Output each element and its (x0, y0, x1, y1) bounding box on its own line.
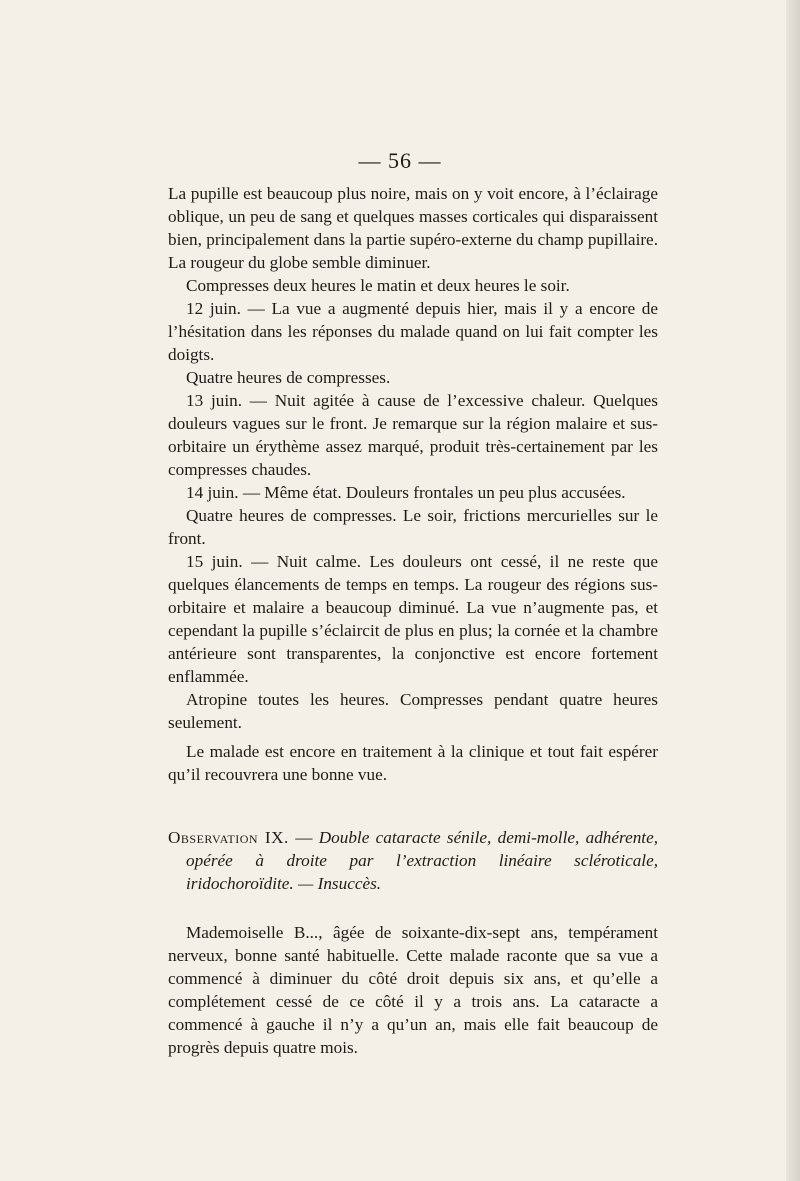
paragraph: Compresses deux heures le matin et deux heures le soir. (186, 276, 570, 295)
body-text (168, 182, 658, 1059)
paragraph: Quatre heures de compresses. (186, 368, 391, 387)
paragraph: 12 juin. — La vue a augmenté depuis hier, mais il y a encore de l’hésitation dans les réponses du malade quand on lui fait compter les doigts. (168, 299, 658, 364)
case-description: Mademoiselle B..., âgée de soixante-dix-sept ans, tempérament nerveux, bonne santé habituelle. Cette malade raconte que sa vue a commencé à diminuer du côté droit depuis six ans, et qu’elle a complétement cessé de ce côté il y a trois ans. La cataracte a commencé à gauche il n’y a qu’un an, mais elle fait beaucoup de progrès depuis quatre mois. (168, 923, 658, 1057)
observation-title: Double cataracte sénile, demi-molle, adhérente, opérée à droite par l’extraction linéaire scléroticale, iridochoroïdite. — Insuccès. (186, 828, 658, 893)
page-edge (786, 0, 800, 1181)
paragraph: La pupille est beaucoup plus noire, mais on y voit encore, à l’éclairage oblique, un peu de sang et quelques masses corticales qui disparaissent bien, principalement dans la partie supéro-externe du champ pupillaire. La rougeur du globe semble diminuer. (168, 184, 658, 272)
page-number: — 56 — (358, 148, 442, 173)
observation-number: Observation IX. (168, 828, 289, 847)
paragraph: Quatre heures de compresses. Le soir, frictions mercurielles sur le front. (168, 506, 658, 548)
paragraph: 15 juin. — Nuit calme. Les douleurs ont cessé, il ne reste que quelques élancements de temps en temps. La rougeur des régions sus-orbitaire et malaire a beaucoup diminué. La vue n’augmente pas, et cependant la pupille s’éclaircit de plus en plus; la cornée et la chambre antérieure sont transparentes, la conjonctive est encore fortement enflammée. (168, 552, 658, 686)
paragraph: Le malade est encore en traitement à la clinique et tout fait espérer qu’il recouvrera une bonne vue. (168, 742, 658, 784)
paragraph: Atropine toutes les heures. Compresses pendant quatre heures seulement. (168, 690, 658, 732)
paragraph: 13 juin. — Nuit agitée à cause de l’excessive chaleur. Quelques douleurs vagues sur le front. Je remarque sur la région malaire et sus-orbitaire un érythème assez marqué, produit très-certainement par les compresses chaudes. (168, 391, 658, 479)
observation-separator: — (288, 828, 319, 847)
observation-heading (168, 826, 658, 895)
paragraph: 14 juin. — Même état. Douleurs frontales un peu plus accusées. (186, 483, 626, 502)
